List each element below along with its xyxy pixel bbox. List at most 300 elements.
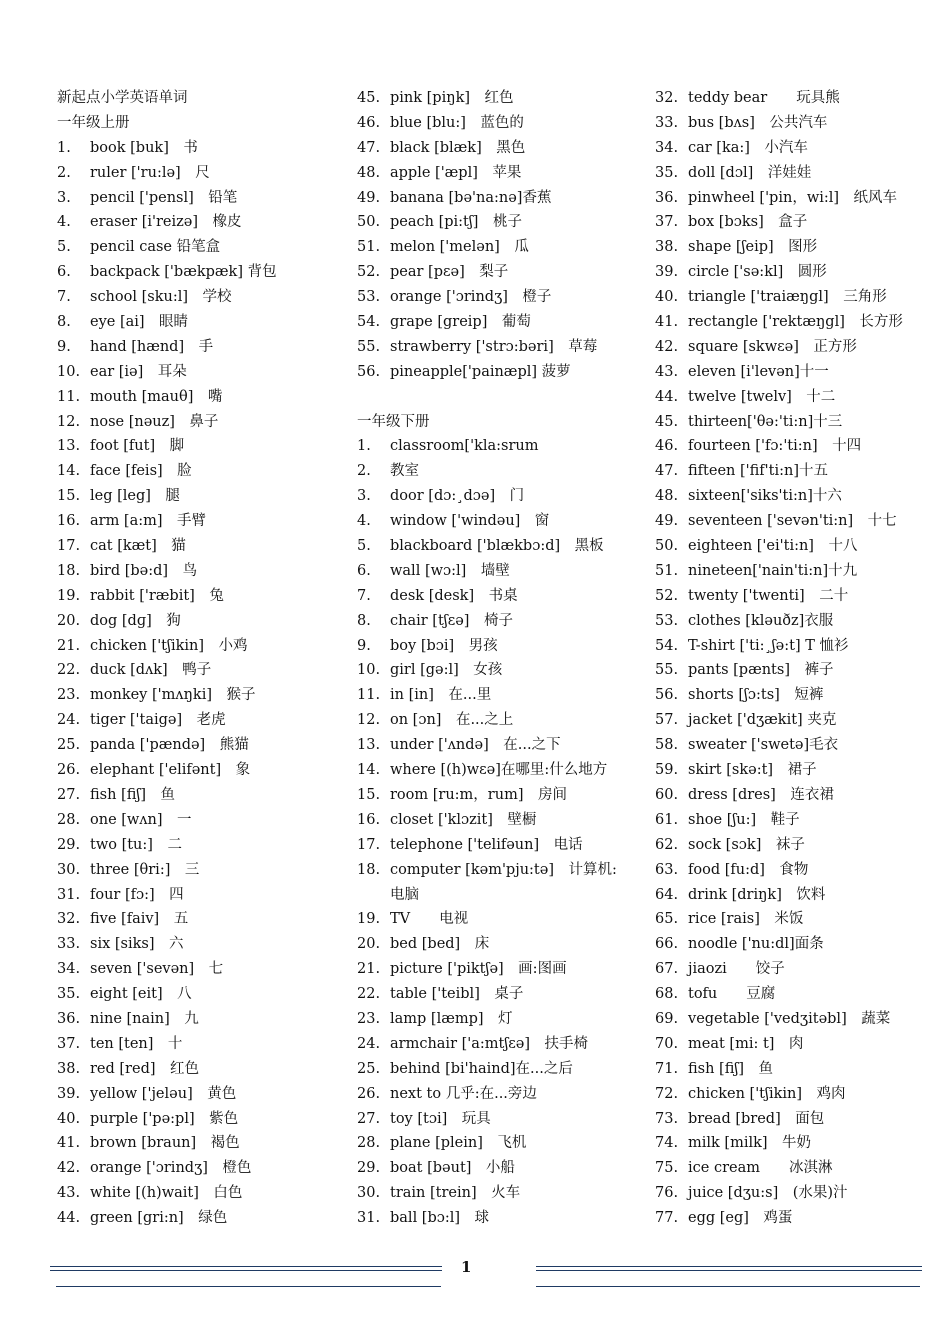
entry-text: girl [gə:l] 女孩 [390, 662, 503, 679]
vocab-entry [57, 634, 342, 659]
entry-text: two [tu:] 二 [90, 836, 182, 853]
entry-text: T-shirt ['ti:¸ʃə:t] T 恤衫 [688, 637, 849, 654]
vocab-entry [655, 534, 940, 559]
vocab-entry [57, 584, 342, 609]
vocab-entry [57, 883, 342, 908]
entry-text: brown [braun] 褐色 [90, 1135, 240, 1152]
entry-text: picture ['piktʃə] 画:图画 [390, 961, 567, 978]
entry-text: food [fu:d] 食物 [688, 861, 809, 878]
entry-text: under ['ʌndə] 在...之下 [390, 737, 561, 754]
entry-number: 67. [655, 961, 679, 978]
vocab-entry [655, 1032, 940, 1057]
entry-text: face [feis] 脸 [90, 463, 192, 480]
entry-text: ear [iə] 耳朵 [90, 363, 187, 380]
entry-number: 39. [57, 1085, 81, 1102]
vocab-entry [57, 982, 342, 1007]
entry-number: 25. [57, 737, 81, 754]
entry-number: 9. [357, 637, 371, 654]
vocab-entry [655, 235, 940, 260]
spacer [357, 385, 642, 410]
entry-number: 51. [655, 562, 679, 579]
entry-number: 51. [357, 239, 381, 256]
entry-number: 48. [357, 164, 381, 181]
vocab-entry [357, 833, 642, 858]
entry-number: 55. [655, 662, 679, 679]
entry-number: 28. [57, 811, 81, 828]
entry-text: red [red] 红色 [90, 1060, 200, 1077]
entry-text: dog [dɡ] 狗 [90, 612, 181, 629]
entry-text: ice cream 冰淇淋 [688, 1160, 833, 1177]
entry-text: orange ['ɔrindʒ] 橙子 [390, 289, 552, 306]
entry-number: 29. [57, 836, 81, 853]
vocab-entry [57, 957, 342, 982]
entry-number: 38. [57, 1060, 81, 1077]
vocab-entry [655, 1007, 940, 1032]
entry-number: 30. [57, 861, 81, 878]
entry-text: yellow ['jeləu] 黄色 [90, 1085, 237, 1102]
entry-number: 48. [655, 488, 679, 505]
entry-text: desk [desk] 书桌 [390, 587, 518, 604]
entry-number: 54. [357, 314, 381, 331]
entry-text: bread [bred] 面包 [688, 1110, 825, 1127]
vocab-entry [655, 335, 940, 360]
entry-text: chair [tʃɛə] 椅子 [390, 612, 513, 629]
entry-text: circle ['sə:kl] 圆形 [688, 264, 827, 281]
vocab-entry [357, 360, 642, 385]
vocab-entry [357, 683, 642, 708]
entry-text: shape [ʃeip] 图形 [688, 239, 818, 256]
vocab-entry [655, 111, 940, 136]
entry-text: pink [piŋk] 红色 [390, 90, 514, 106]
vocab-entry [57, 136, 342, 161]
entry-text: arm [a:m] 手臂 [90, 513, 207, 530]
entry-text: 教室 [390, 463, 419, 480]
entry-text: eleven [i'levən]十一 [688, 363, 829, 380]
vocab-entry [655, 484, 940, 509]
entry-number: 72. [655, 1085, 679, 1102]
entry-number: 27. [357, 1110, 381, 1127]
entry-text: fish [fiʃ] 鱼 [688, 1060, 773, 1077]
entry-number: 3. [57, 189, 71, 206]
entry-text: orange ['ɔrindʒ] 橙色 [90, 1160, 252, 1177]
entry-number: 63. [655, 861, 679, 878]
vocab-entry [57, 609, 342, 634]
entry-text: blackboard ['blækbɔ:d] 黑板 [390, 538, 604, 555]
vocab-entry [357, 783, 642, 808]
vocab-entry [57, 235, 342, 260]
entry-text: armchair ['a:mtʃɛə] 扶手椅 [390, 1035, 589, 1052]
entry-number: 52. [357, 264, 381, 281]
vocab-entry [57, 683, 342, 708]
entry-number: 13. [357, 737, 381, 754]
entry-text: apple ['æpl] 苹果 [390, 164, 522, 181]
entry-number: 37. [655, 214, 679, 231]
entry-text: behind [bi'haind]在...之后 [390, 1060, 573, 1077]
vocab-entry [655, 161, 940, 186]
entry-number: 76. [655, 1185, 679, 1202]
vocab-entry [57, 858, 342, 883]
word-list-col3 [655, 86, 940, 1231]
footer-rule-right-bottom [536, 1286, 920, 1287]
entry-text: ten [ten] 十 [90, 1035, 183, 1052]
vocab-entry [357, 634, 642, 659]
entry-text: nose [nəuz] 鼻子 [90, 413, 219, 430]
entry-number: 21. [357, 961, 381, 978]
entry-number: 42. [57, 1160, 81, 1177]
entry-number: 53. [655, 612, 679, 629]
entry-number: 54. [655, 637, 679, 654]
entry-text: sixteen['siks'ti:n]十六 [688, 488, 842, 505]
entry-text: clothes [kləuðz]衣服 [688, 612, 834, 629]
entry-number: 45. [357, 90, 381, 106]
entry-number: 7. [57, 289, 71, 306]
entry-number: 43. [57, 1185, 81, 1202]
vocab-entry [57, 708, 342, 733]
vocab-entry [655, 86, 940, 111]
entry-number: 32. [655, 90, 679, 106]
entry-number: 71. [655, 1060, 679, 1077]
vocab-entry [357, 335, 642, 360]
vocab-entry [655, 360, 940, 385]
vocab-entry [655, 210, 940, 235]
entry-number: 64. [655, 886, 679, 903]
vocab-entry [357, 907, 642, 932]
entry-number: 35. [655, 164, 679, 181]
entry-number: 22. [57, 662, 81, 679]
entry-text: jacket ['dʒækit] 夹克 [688, 712, 837, 729]
vocab-entry [357, 733, 642, 758]
entry-number: 33. [57, 936, 81, 953]
entry-text: sock [sɔk] 袜子 [688, 836, 805, 853]
entry-text: panda ['pændə] 熊猫 [90, 737, 249, 754]
vocab-entry [655, 1156, 940, 1181]
entry-number: 33. [655, 114, 679, 131]
entry-number: 58. [655, 737, 679, 754]
entry-number: 49. [357, 189, 381, 206]
entry-number: 55. [357, 338, 381, 355]
entry-number: 47. [357, 139, 381, 156]
entry-number: 5. [357, 538, 371, 555]
entry-number: 65. [655, 911, 679, 928]
vocab-entry [357, 1057, 642, 1082]
vocab-entry [357, 534, 642, 559]
vocab-entry [57, 186, 342, 211]
vocab-entry [655, 186, 940, 211]
entry-number: 29. [357, 1160, 381, 1177]
page-footer [0, 1252, 950, 1297]
entry-text: pants [pænts] 裤子 [688, 662, 834, 679]
entry-text: milk [milk] 牛奶 [688, 1135, 812, 1152]
entry-number: 1. [357, 438, 371, 455]
entry-number: 75. [655, 1160, 679, 1177]
vocab-entry [57, 1032, 342, 1057]
entry-text: where [(h)wɛə]在哪里:什么地方 [390, 762, 608, 779]
entry-number: 17. [357, 836, 381, 853]
vocab-entry [57, 285, 342, 310]
vocab-entry [655, 310, 940, 335]
vocab-entry [357, 210, 642, 235]
entry-text: pear [pɛə] 梨子 [390, 264, 509, 281]
vocab-entry [57, 161, 342, 186]
entry-text: computer [kəm'pju:tə] 计算机: [390, 861, 617, 878]
vocab-entry [57, 1156, 342, 1181]
entry-text: duck [dʌk] 鸭子 [90, 662, 212, 679]
vocab-entry [655, 957, 940, 982]
entry-number: 59. [655, 762, 679, 779]
vocab-entry [57, 1181, 342, 1206]
entry-text: chicken ['tʃikin] 小鸡 [90, 637, 248, 654]
entry-number: 10. [57, 363, 81, 380]
footer-rule-right-mid [536, 1270, 922, 1271]
section-heading-grade1-vol2: 一年级下册 [357, 413, 430, 430]
vocab-entry [357, 584, 642, 609]
entry-number: 52. [655, 587, 679, 604]
entry-text: pencil case 铅笔盒 [90, 239, 221, 256]
vocab-entry [655, 1107, 940, 1132]
entry-text: next to 几乎:在...旁边 [390, 1085, 537, 1102]
entry-number: 2. [57, 164, 71, 181]
entry-number: 77. [655, 1210, 679, 1227]
entry-text: skirt [skə:t] 裙子 [688, 762, 817, 779]
vocab-entry [57, 509, 342, 534]
entry-text: telephone ['telifəun] 电话 [390, 836, 583, 853]
entry-number: 12. [357, 712, 381, 729]
entry-number: 40. [57, 1110, 81, 1127]
entry-number: 20. [357, 936, 381, 953]
entry-text: seventeen ['sevən'ti:n] 十七 [688, 513, 897, 530]
entry-text: toy [tɔi] 玩具 [390, 1110, 491, 1127]
vocab-entry [57, 310, 342, 335]
entry-number: 23. [57, 687, 81, 704]
entry-text: in [in] 在...里 [390, 687, 492, 704]
entry-number: 28. [357, 1135, 381, 1152]
entry-number: 30. [357, 1185, 381, 1202]
entry-text: drink [driŋk] 饮料 [688, 886, 826, 903]
entry-text: three [θri:] 三 [90, 861, 200, 878]
document-title: 新起点小学英语单词 [57, 90, 188, 106]
entry-number: 14. [357, 762, 381, 779]
vocab-entry [57, 658, 342, 683]
entry-text: bird [bə:d] 鸟 [90, 562, 198, 579]
entry-text: pineapple['painæpl] 菠萝 [390, 363, 571, 380]
entry-number: 53. [357, 289, 381, 306]
entry-number: 18. [357, 861, 381, 878]
vocab-entry [57, 1131, 342, 1156]
entry-text: bed [bed] 床 [390, 936, 490, 953]
entry-number: 62. [655, 836, 679, 853]
page-number: 1 [461, 1258, 472, 1276]
entry-text: bus [bʌs] 公共汽车 [688, 114, 828, 131]
entry-text: wall [wɔ:l] 墙壁 [390, 562, 510, 579]
entry-number: 40. [655, 289, 679, 306]
entry-text: black [blæk] 黑色 [390, 139, 526, 156]
entry-number: 22. [357, 986, 381, 1003]
entry-number: 43. [655, 363, 679, 380]
entry-text: eighteen ['ei'ti:n] 十八 [688, 538, 858, 555]
entry-number: 19. [357, 911, 381, 928]
entry-number: 16. [357, 811, 381, 828]
vocab-entry [655, 385, 940, 410]
vocab-entry [357, 509, 642, 534]
vocab-entry [655, 434, 940, 459]
entry-text: chicken ['tʃikin] 鸡肉 [688, 1085, 846, 1102]
entry-text: purple ['pə:pl] 紫色 [90, 1110, 239, 1127]
vocab-entry [57, 459, 342, 484]
vocab-entry [57, 1057, 342, 1082]
vocab-entry [655, 708, 940, 733]
entry-text: tiger ['taigə] 老虎 [90, 712, 226, 729]
entry-text: eight [eit] 八 [90, 986, 192, 1003]
vocab-entry [357, 86, 642, 111]
vocab-entry [57, 808, 342, 833]
entry-text: noodle ['nu:dl]面条 [688, 936, 824, 953]
vocab-entry [57, 907, 342, 932]
entry-number: 4. [357, 513, 371, 530]
entry-number: 68. [655, 986, 679, 1003]
entry-text: door [dɔ:¸dɔə] 门 [390, 488, 525, 505]
vocab-entry [357, 658, 642, 683]
vocab-entry [357, 1082, 642, 1107]
entry-number: 46. [357, 114, 381, 131]
entry-number: 3. [357, 488, 371, 505]
vocab-entry [655, 1131, 940, 1156]
column-1 [57, 86, 342, 1231]
column-3 [655, 86, 940, 1231]
entry-number: 50. [357, 214, 381, 231]
entry-number: 42. [655, 338, 679, 355]
entry-number: 18. [57, 562, 81, 579]
vocab-entry [357, 136, 642, 161]
vocab-entry [655, 260, 940, 285]
entry-text: plane [plein] 飞机 [390, 1135, 527, 1152]
vocab-entry [357, 559, 642, 584]
entry-text: meat [mi: t] 肉 [688, 1035, 804, 1052]
entry-text: white [(h)wait] 白色 [90, 1185, 243, 1202]
entry-text: book [buk] 书 [90, 139, 198, 156]
vocab-entry [57, 932, 342, 957]
entry-number: 34. [57, 961, 81, 978]
entry-text: boat [bəut] 小船 [390, 1160, 515, 1177]
entry-text: rabbit ['ræbit] 兔 [90, 587, 224, 604]
vocab-entry [57, 758, 342, 783]
entry-number: 8. [57, 314, 71, 331]
entry-number: 49. [655, 513, 679, 530]
entry-number: 11. [357, 687, 381, 704]
entry-number: 41. [57, 1135, 81, 1152]
entry-number: 5. [57, 239, 71, 256]
entry-text: school [sku:l] 学校 [90, 289, 232, 306]
vocab-entry [357, 434, 642, 459]
entry-text: classroom['kla:srum [390, 438, 539, 455]
entry-number: 1. [57, 139, 71, 156]
vocab-entry [357, 1181, 642, 1206]
entry-text: twelve [twelv] 十二 [688, 388, 836, 405]
vocab-entry [655, 1181, 940, 1206]
entry-text: tofu 豆腐 [688, 986, 776, 1003]
entry-text: cat [kæt] 猫 [90, 538, 186, 555]
vocab-entry [57, 534, 342, 559]
entry-text: hand [hænd] 手 [90, 338, 214, 355]
entry-number: 15. [357, 786, 381, 803]
entry-number: 23. [357, 1010, 381, 1027]
entry-number: 15. [57, 488, 81, 505]
entry-text: strawberry ['strɔ:bəri] 草莓 [390, 338, 598, 355]
entry-number: 50. [655, 538, 679, 555]
entry-text: monkey ['mʌŋki] 猴子 [90, 687, 256, 704]
vocab-entry [655, 1082, 940, 1107]
vocab-entry [357, 808, 642, 833]
column-2 [357, 86, 642, 1231]
entry-number: 10. [357, 662, 381, 679]
entry-text: foot [fut] 脚 [90, 438, 185, 455]
vocab-entry [57, 210, 342, 235]
vocab-entry [357, 1206, 642, 1231]
entry-number: 57. [655, 712, 679, 729]
vocab-entry [57, 1206, 342, 1231]
entry-text: green [gri:n] 绿色 [90, 1210, 228, 1227]
vocab-entry [655, 733, 940, 758]
footer-rule-left-bottom [56, 1286, 441, 1287]
vocab-entry [357, 1107, 642, 1132]
entry-number: 2. [357, 463, 371, 480]
entry-text: thirteen['θə:'ti:n]十三 [688, 413, 843, 430]
entry-text: egg [eg] 鸡蛋 [688, 1210, 793, 1227]
entry-text: square [skwɛə] 正方形 [688, 338, 857, 355]
vocab-entry [357, 484, 642, 509]
entry-text: blue [blu:] 蓝色的 [390, 114, 524, 131]
entry-number: 60. [655, 786, 679, 803]
word-list-col2a [357, 86, 642, 385]
entry-number: 66. [655, 936, 679, 953]
entry-text: jiaozi 饺子 [688, 961, 785, 978]
entry-text: rectangle ['rektæŋgl] 长方形 [688, 314, 903, 331]
entry-number: 37. [57, 1035, 81, 1052]
vocab-entry [357, 1131, 642, 1156]
entry-number: 44. [655, 388, 679, 405]
vocab-entry [357, 161, 642, 186]
entry-text: ruler ['ru:lə] 尺 [90, 164, 210, 181]
entry-text: doll [dɔl] 洋娃娃 [688, 164, 812, 181]
vocab-entry [655, 136, 940, 161]
vocab-entry [655, 932, 940, 957]
entry-number: 38. [655, 239, 679, 256]
vocab-entry [655, 459, 940, 484]
entry-text: banana [bə'na:nə]香蕉 [390, 189, 552, 206]
entry-number: 36. [57, 1010, 81, 1027]
entry-number: 46. [655, 438, 679, 455]
vocab-entry [57, 1007, 342, 1032]
vocab-entry [655, 907, 940, 932]
vocab-entry [655, 758, 940, 783]
entry-number: 61. [655, 811, 679, 828]
entry-number: 20. [57, 612, 81, 629]
vocab-entry [357, 1032, 642, 1057]
entry-number: 44. [57, 1210, 81, 1227]
vocab-entry [57, 559, 342, 584]
vocab-entry [357, 459, 642, 484]
entry-text: TV 电视 [390, 911, 469, 928]
entry-number: 73. [655, 1110, 679, 1127]
entry-number: 16. [57, 513, 81, 530]
entry-text: nineteen['nain'ti:n]十九 [688, 562, 858, 579]
entry-number: 7. [357, 587, 371, 604]
entry-number: 25. [357, 1060, 381, 1077]
entry-number: 36. [655, 189, 679, 206]
vocab-entry [655, 883, 940, 908]
vocab-entry [357, 260, 642, 285]
vocab-entry [357, 1007, 642, 1032]
vocab-entry [357, 235, 642, 260]
